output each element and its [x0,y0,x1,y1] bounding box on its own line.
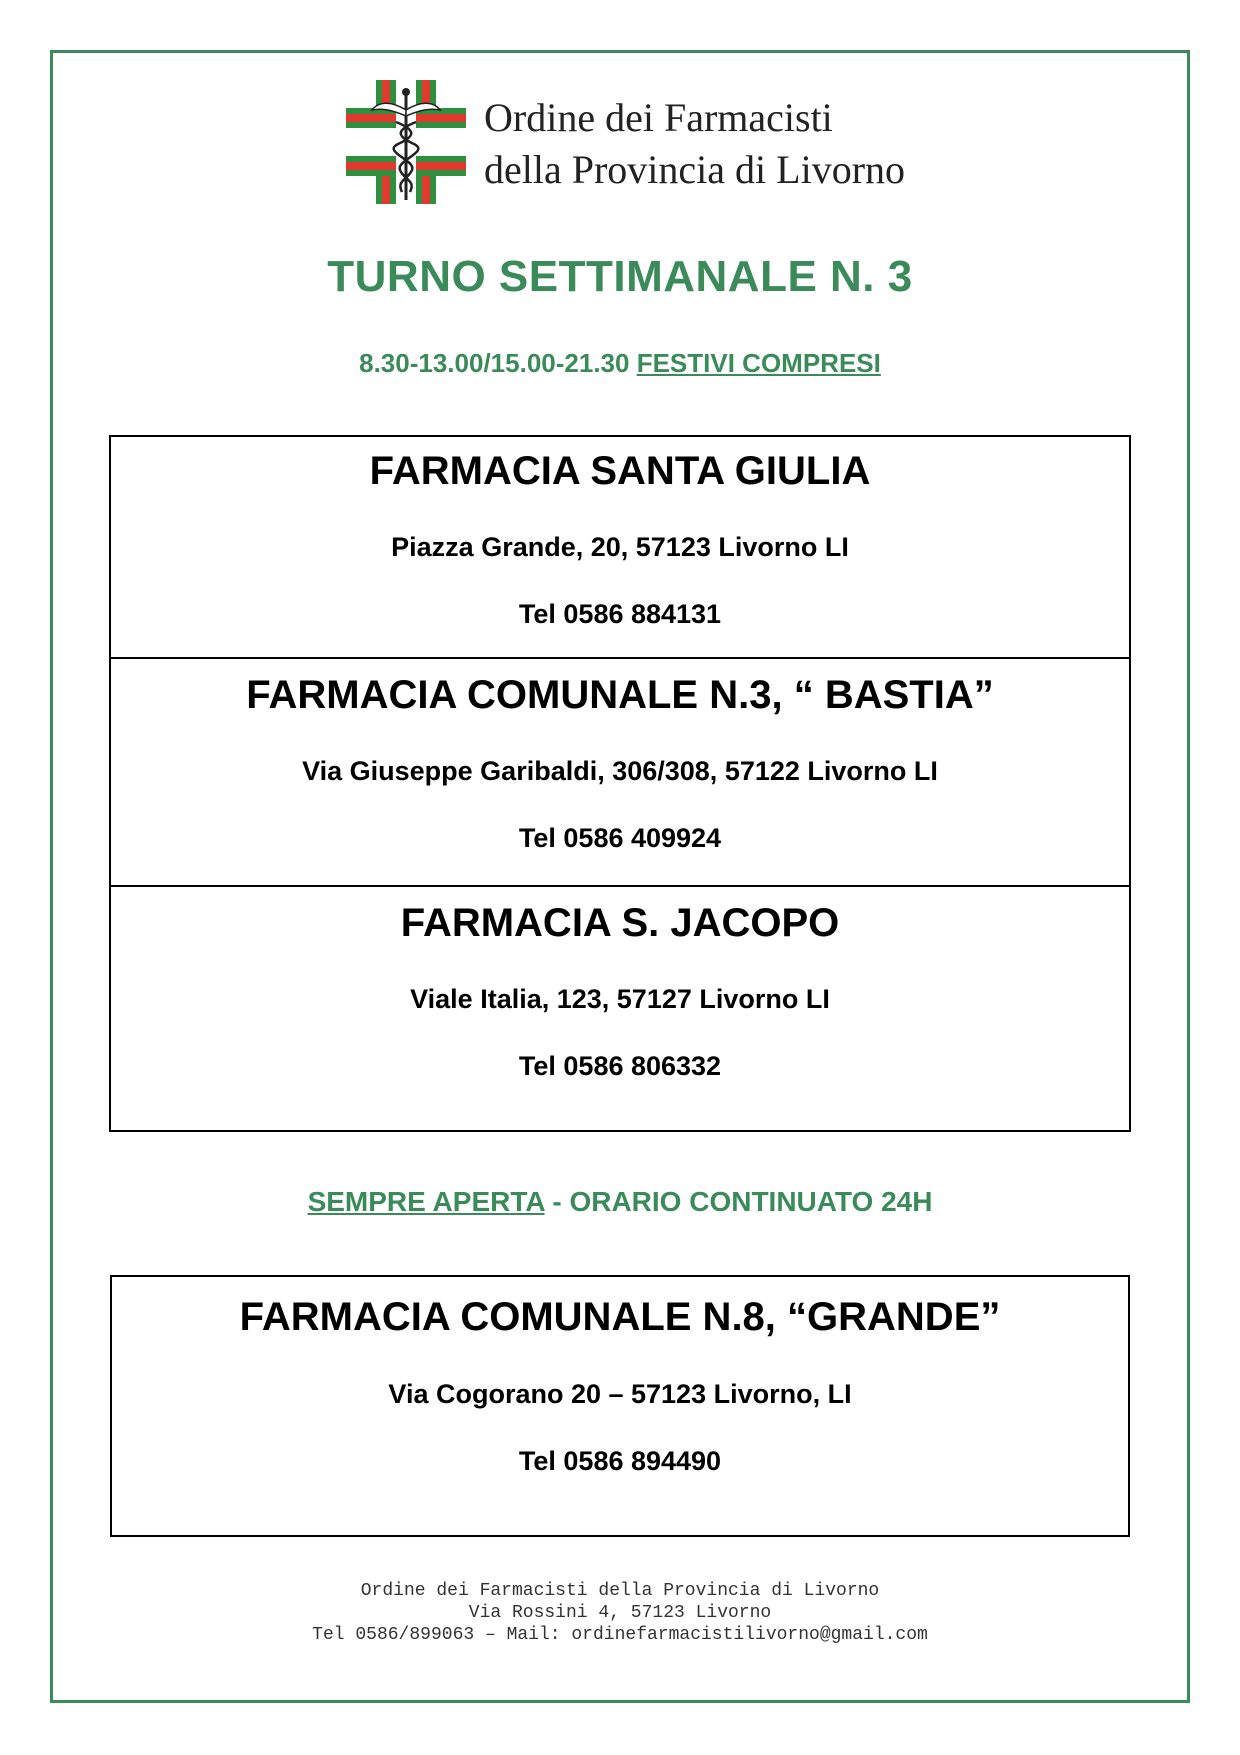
opening-hours [0,348,1240,379]
pharmacy-24h-tel: Tel 0586 894490 [518,1446,722,1476]
footer-line1: Ordine dei Farmacisti della Provincia di Livorno [360,1581,880,1601]
pharmacy-table [109,435,1131,1132]
footer-line3: Tel 0586/899063 – Mail: ordinefarmacistilivorno@gmail.com [312,1625,928,1645]
org-name [484,92,905,196]
always-open-hours: - ORARIO CONTINUATO 24H [544,1186,933,1217]
pharmacy-row [111,887,1129,1130]
always-open-notice [0,1186,1240,1218]
org-name-line2: della Provincia di Livorno [484,147,906,192]
caduceus-cross-logo [346,80,466,204]
page-title: TURNO SETTIMANALE N. 3 [327,252,913,301]
pharmacy-24h-address: Via Cogorano 20 – 57123 Livorno, LI [388,1379,852,1409]
always-open-label: SEMPRE APERTA [307,1186,545,1217]
hours-time: 8.30-13.00/15.00-21.30 [359,348,630,378]
pharmacy-24h-box [110,1275,1130,1537]
pharmacy-row [111,659,1129,887]
pharmacy-tel: Tel 0586 409924 [518,823,722,853]
pharmacy-tel: Tel 0586 884131 [518,599,722,629]
pharmacy-address: Viale Italia, 123, 57127 Livorno LI [410,984,830,1014]
footer [0,1580,1240,1646]
pharmacy-name: FARMACIA SANTA GIULIA [369,449,871,493]
footer-line2: Via Rossini 4, 57123 Livorno [468,1603,772,1623]
pharmacy-address: Piazza Grande, 20, 57123 Livorno LI [391,532,849,562]
pharmacy-24h-name: FARMACIA COMUNALE N.8, “GRANDE” [239,1295,1001,1339]
pharmacy-row [111,437,1129,659]
org-name-line1: Ordine dei Farmacisti [484,95,833,140]
pharmacy-tel: Tel 0586 806332 [518,1051,722,1081]
pharmacy-name: FARMACIA S. JACOPO [400,901,840,945]
hours-festivi: FESTIVI COMPRESI [636,348,881,378]
pharmacy-name: FARMACIA COMUNALE N.3, “ BASTIA” [246,673,994,717]
header [346,80,906,204]
pharmacy-address: Via Giuseppe Garibaldi, 306/308, 57122 Livorno LI [302,756,938,786]
